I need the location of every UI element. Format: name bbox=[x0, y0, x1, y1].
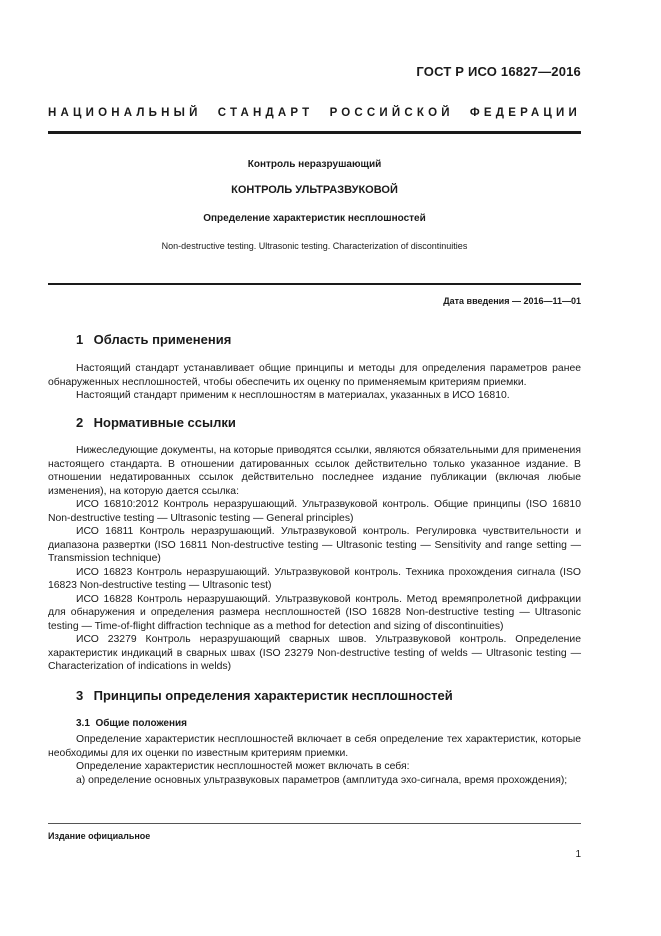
reference-item: ИСО 16811 Контроль неразрушающий. Ультразвуковой контроль. Регулировка чувствительности и диапазона развертки (ISO 16811 Non-destructive testing — Ultrasonic testing — Sensitivity and range setting — Transmission technique) bbox=[48, 526, 581, 564]
section-2-heading bbox=[76, 415, 236, 430]
footer-divider bbox=[48, 823, 581, 824]
edition-note: Издание официальное bbox=[48, 831, 151, 841]
reference-item: ИСО 16823 Контроль неразрушающий. Ультразвуковой контроль. Техника прохождения сигнала (ISO 16823 Non-destructive testing — Ultrasonic test) bbox=[48, 566, 581, 591]
section-number: 1 bbox=[76, 332, 84, 347]
reference-item: ИСО 16810:2012 Контроль неразрушающий. Ультразвуковой контроль. Общие принципы (ISO 16810 Non-destructive testing — Ultrasonic testing — General principles) bbox=[48, 499, 581, 524]
title-line-1: Контроль неразрушающий bbox=[247, 159, 382, 170]
paragraph: Определение характеристик несплошностей включает в себя определение тех характеристик, которые необходимы для их оценки по известным критериям приемки. bbox=[48, 734, 581, 759]
paragraph: Нижеследующие документы, на которые приводятся ссылки, являются обязательными для применения настоящего стандарта. В отношении датированных ссылок действительно только указанное издание. В отношении недатированных ссылок действительно последнее издание публикации (включая любые изменения), на которую дается ссылка: bbox=[48, 445, 581, 497]
section-title: Область применения bbox=[93, 332, 232, 347]
list-item: а) определение основных ультразвуковых параметров (амплитуда эхо-сигнала, время прохождения); bbox=[76, 774, 568, 786]
section-number: 3 bbox=[76, 688, 84, 703]
section-3-heading bbox=[76, 688, 453, 703]
paragraph: Настоящий стандарт применим к несплошностям в материалах, указанных в ИСО 16810. bbox=[76, 390, 510, 401]
section-title: Нормативные ссылки bbox=[93, 415, 236, 430]
banner-word: РОССИЙСКОЙ bbox=[329, 107, 454, 119]
title-line-2: КОНТРОЛЬ УЛЬТРАЗВУКОВОЙ bbox=[231, 184, 398, 196]
section-number: 2 bbox=[76, 415, 84, 430]
section-3-body bbox=[48, 733, 581, 787]
document-code: ГОСТ Р ИСО 16827—2016 bbox=[416, 64, 581, 79]
title-line-3: Определение характеристик несплошностей bbox=[203, 213, 426, 224]
paragraph: Определение характеристик несплошностей может включать в себя: bbox=[76, 761, 410, 772]
section-title: Принципы определения характеристик несплошностей bbox=[93, 688, 453, 703]
national-standard-banner bbox=[48, 107, 581, 119]
reference-item: ИСО 16828 Контроль неразрушающий. Ультразвуковой контроль. Метод времяпролетной дифракции для обнаружения и определения размера несплошностей (ISO 16828 Non-destructive testing — Ultrasonic testing — Time-of-flight diffraction technique as a method for detection and sizing of discontinuities) bbox=[48, 593, 581, 632]
title-english: Non-destructive testing. Ultrasonic testing. Characterization of discontinuities bbox=[161, 241, 468, 251]
reference-item: ИСО 23279 Контроль неразрушающий сварных швов. Ультразвуковой контроль. Определение характеристик индикаций в сварных швах (ISO 23279 Non-destructive testing of welds — Ultrasonic testing — Characterization of indications in welds) bbox=[48, 634, 581, 672]
title-divider bbox=[48, 283, 581, 285]
subsection-3-1-heading bbox=[76, 718, 187, 729]
subsection-title: Общие положения bbox=[95, 718, 187, 729]
page-number: 1 bbox=[575, 849, 581, 860]
subsection-number: 3.1 bbox=[76, 718, 90, 729]
top-divider bbox=[48, 131, 581, 134]
section-1-body bbox=[48, 362, 581, 403]
banner-word: НАЦИОНАЛЬНЫЙ bbox=[48, 107, 202, 119]
paragraph: Настоящий стандарт устанавливает общие принципы и методы для определения параметров ранее обнаруженных несплошностей, чтобы обеспечить их оценку по применяемым критериям приемки. bbox=[48, 363, 581, 388]
banner-word: СТАНДАРТ bbox=[217, 107, 314, 119]
section-1-heading bbox=[76, 332, 231, 347]
section-2-body bbox=[48, 444, 581, 674]
introduction-date: Дата введения — 2016—11—01 bbox=[443, 296, 581, 306]
banner-word: ФЕДЕРАЦИИ bbox=[469, 107, 581, 119]
